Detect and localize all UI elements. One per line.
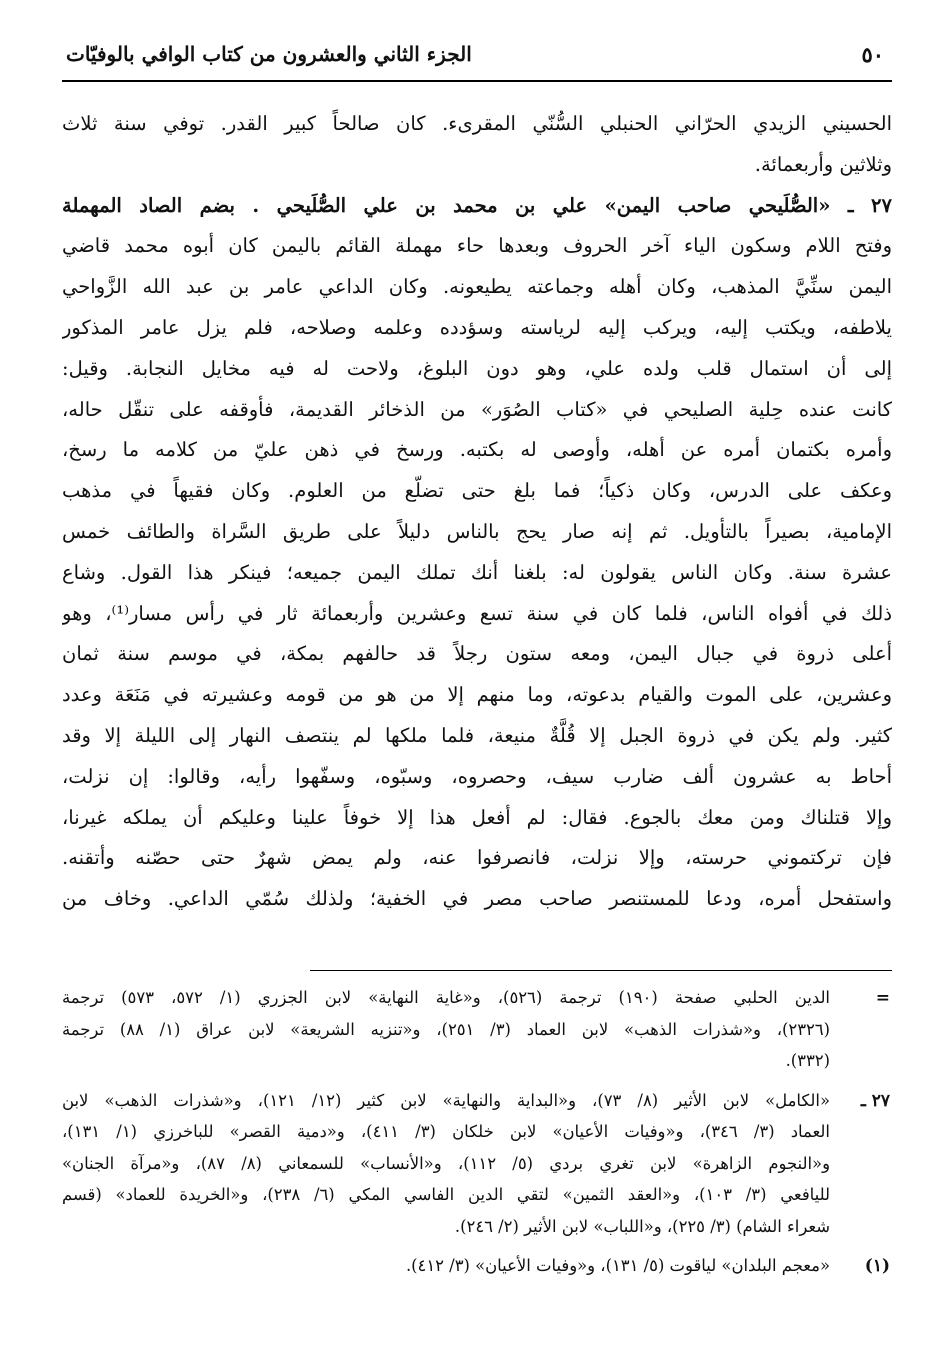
footnote-marker: (١) bbox=[864, 1256, 890, 1276]
text-line: أعلى ذروة في جبال اليمن، ومعه ستون رجلاً قد حالفهم بمكة، في موسم سنة ثمان bbox=[62, 642, 892, 666]
text-line: وعشرين، على الموت والقيام بدعوته، وما منهم إلا من هو من قومه وعشيرته في مَنَعَة وعدد bbox=[62, 683, 892, 707]
text-line: وفتح اللام وسكون الياء آخر الحروف وبعدها حاء مهملة القائم باليمن كان أبوه محمد قاضي bbox=[62, 234, 892, 258]
entry-heading-line: ٢٧ ـ «الصُّلَيحي صاحب اليمن» علي بن محمد بن علي الصُّلَيحي . بضم الصاد المهملة bbox=[62, 193, 892, 217]
footnote-line: «معجم البلدان» لياقوت (٥/ ١٣١)، و«وفيات الأعيان» (٣/ ٤١٢). bbox=[405, 1256, 830, 1275]
text-line: وإلا قتلناك ومن معك بالجوع. فقال: لم أفعل هذا إلا خوفاً علينا وعليكم أن يملكه غيرنا، bbox=[62, 805, 892, 829]
footnote-27 bbox=[62, 1085, 892, 1243]
footnote-line: لليافعي (٣/ ١٠٣)، و«العقد الثمين» لتقي الدين الفاسي المكي (٦/ ٢٣٨)، و«الخريدة للعماد» (قسم bbox=[62, 1185, 830, 1204]
footnote-line: (٣٣٢). bbox=[785, 1051, 830, 1070]
text-line: كثير. ولم يكن في ذروة الجبل إلا قُلَّةٌ منيعة، فلما ملكها لم ينتصف النهار إلى الليلة إلا وقد bbox=[62, 723, 892, 747]
main-text bbox=[62, 104, 892, 920]
text-line: وأمره بكتمان أمره عن أهله، وأوصى له بكتبه. ورسخ في ذهن عليّ من كلامه ما رسخ، bbox=[62, 438, 892, 462]
text-line: الإمامية، بصيراً بالتأويل. ثم إنه صار يحج بالناس دليلاً على طريق السَّراة والطائف خمس bbox=[62, 519, 892, 543]
footnote-line: الدين الحلبي صفحة (١٩٠) ترجمة (٥٢٦)، و«غاية النهاية» لابن الجزري (١/ ٥٧٢، ٥٧٣) ترجمة bbox=[62, 988, 830, 1007]
footnote-marker: ٢٧ ـ bbox=[860, 1090, 890, 1111]
running-title: الجزء الثاني والعشرون من كتاب الوافي بالوفيّات bbox=[66, 42, 472, 66]
footnote-line: (٢٣٢٦)، و«شذرات الذهب» لابن العماد (٣/ ٢٥١)، و«تنزيه الشريعة» لابن عراق (١/ ٨٨) ترجمة bbox=[62, 1019, 830, 1039]
text-line: اليمن سنِّيَّ المذهب، وكان أهله وجماعته يطيعونه. وكان الداعي عامر بن عبد الله الزَّواحي bbox=[62, 275, 892, 299]
text-line: وثلاثين وأربعمائة. bbox=[754, 152, 892, 176]
footnote-line: و«النجوم الزاهرة» لابن تغري بردي (٥/ ١١٢)، و«الأنساب» للسمعاني (٨/ ٨٧)، و«مرآة الجنان» bbox=[62, 1153, 830, 1173]
footnote-marker: = bbox=[875, 988, 890, 1008]
text-line: عشرة سنة. وكان الناس يقولون له: بلغنا أنك تملك اليمن جميعه؛ فينكر هذا القول. وشاع bbox=[62, 560, 892, 584]
footnote-continuation bbox=[62, 982, 892, 1077]
text-line: أحاط به عشرون ألف ضارب سيف، وحصروه، وسبّوه، وسفّهوا رأيه، وقالوا: إن نزلت، bbox=[62, 764, 892, 788]
text-line: كانت عنده حِلية الصليحي في «كتاب الصُوَر» من الذخائر القديمة، فأوقفه على تنقّل حاله، bbox=[62, 397, 892, 421]
footnote-separator bbox=[310, 970, 892, 971]
page-number: ٥٠ bbox=[861, 42, 884, 67]
text-line: وعكف على الدرس، وكان ذكياً؛ فما بلغ حتى تضلّع من العلوم. وكان فقيهاً في مذهب bbox=[62, 479, 892, 503]
text-line: ذلك في أفواه الناس، فلما كان في سنة تسع وعشرين وأربعمائة ثار في رأس مسار⁽¹⁾، وهو bbox=[62, 601, 892, 625]
text-line: واستفحل أمره، ودعا للمستنصر صاحب مصر في الخفية؛ ولذلك سُمّي الداعي. وخاف من bbox=[62, 887, 892, 911]
footnotes bbox=[62, 982, 892, 1290]
footnote-line: العماد (٣/ ٣٤٦)، و«وفيات الأعيان» لابن خلكان (٣/ ٤١١)، و«دمية القصر» للباخرزي (١/ ١٣١)، bbox=[62, 1122, 830, 1141]
text-line: يلاطفه، ويكتب إليه، ويركب إليه لرياسته وسؤدده وعلمه وصلاحه، فلم يزل عامر المذكور bbox=[62, 315, 892, 339]
footnote-line: شعراء الشام) (٣/ ٢٢٥)، و«اللباب» لابن الأثير (٢/ ٢٤٦). bbox=[454, 1216, 830, 1236]
text-line: الحسيني الزيدي الحرّاني الحنبلي السُّنّي المقرىء. كان صالحاً كبير القدر. توفي سنة ثلاث bbox=[62, 112, 892, 135]
page-header bbox=[62, 34, 892, 82]
text-line: فإن تركتموني حرسته، وإلا نزلت، فانصرفوا عنه، ولم يمض شهرٌ حتى حصّنه وأتقنه. bbox=[62, 846, 892, 870]
footnote-1 bbox=[62, 1250, 892, 1282]
text-line: إلى أن استمال قلب ولده علي، وهو دون البلوغ، ولاحت له فيه مخايل النجابة. وقيل: bbox=[62, 356, 892, 380]
footnote-line: «الكامل» لابن الأثير (٨/ ٧٣)، و«البداية والنهاية» لابن كثير (١٢/ ١٢١)، و«شذرات الذهب» لابن bbox=[62, 1090, 830, 1110]
